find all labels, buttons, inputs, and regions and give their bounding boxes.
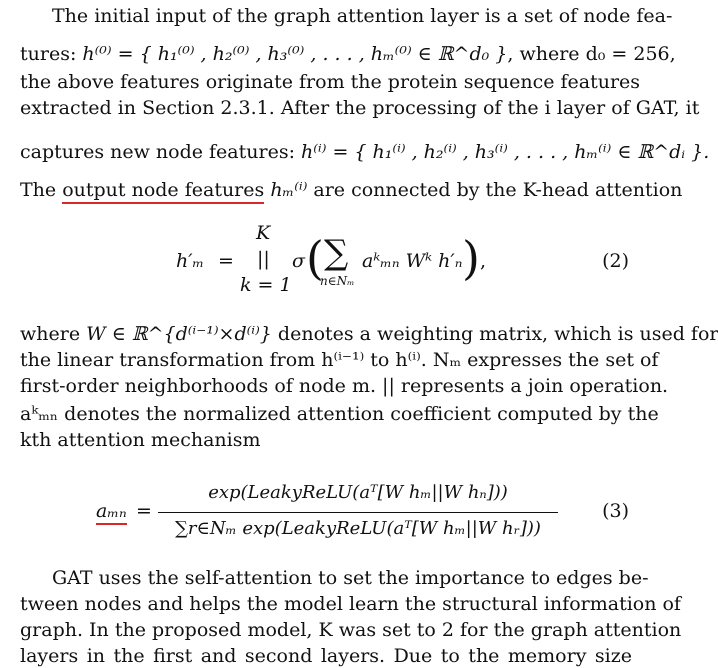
node-features-new-math: h⁽ⁱ⁾ = { h₁⁽ⁱ⁾ , h₂⁽ⁱ⁾ , h₃⁽ⁱ⁾ , . . . , hₘ⁽ⁱ⁾ ∈ ℝ^dᵢ }.: [301, 141, 710, 163]
eq3-equals: =: [136, 500, 152, 522]
paragraph1-line4: extracted in Section 2.3.1. After the processing of the i layer of GAT, it: [20, 97, 700, 119]
eq3-lhs: aₘₙ: [96, 500, 127, 525]
eq2-sum-sub: n∈Nₘ: [320, 274, 355, 288]
paragraph1-line1: The initial input of the graph attention layer is a set of node fea-: [52, 5, 673, 27]
eq2-concat-op: ||: [257, 248, 270, 270]
eq2-concat-top: K: [256, 222, 271, 244]
eq3-denominator: ∑r∈Nₘ exp(LeakyReLU(aᵀ[W hₘ||W hᵣ])): [175, 518, 541, 539]
paragraph1-line6: [20, 178, 683, 202]
eq2-sigma: σ: [292, 250, 305, 272]
p2-line1-prefix: where: [20, 323, 87, 345]
paragraph3-line2: tween nodes and helps the model learn the structural information of: [20, 593, 681, 615]
eq2-open-paren: (: [306, 231, 324, 285]
equation-3: [0, 478, 645, 554]
p2-line1-suffix: denotes a weighting matrix, which is used for: [271, 323, 718, 345]
line5-prefix: captures new node features:: [20, 141, 302, 163]
output-node-features-math: hₘ⁽ⁱ⁾: [270, 179, 308, 201]
paragraph1-line2: [20, 42, 676, 66]
eq3-number: (3): [602, 500, 629, 522]
eq3-fraction-bar: [158, 512, 558, 513]
paragraph1-line3: the above features originate from the protein sequence features: [20, 71, 641, 93]
line6-prefix: The: [20, 179, 63, 201]
eq2-body: aᵏₘₙ Wᵏ h′ₙ: [362, 250, 463, 272]
output-node-features-highlight: output node features: [62, 179, 264, 204]
eq2-close-paren: ): [462, 231, 480, 285]
paragraph2-line4: aᵏₘₙ denotes the normalized attention coefficient computed by the: [20, 403, 659, 425]
paragraph1-line5: [20, 140, 710, 164]
paragraph3-line3: graph. In the proposed model, K was set to 2 for the graph attention: [20, 619, 682, 641]
line6-suffix: are connected by the K-head attention: [307, 179, 683, 201]
paragraph3-line4: layers in the first and second layers. Due to the memory size: [20, 645, 632, 667]
paragraph2-line1: [20, 322, 718, 346]
paragraph3-line1: GAT uses the self-attention to set the importance to edges be-: [52, 567, 649, 589]
paragraph2-line3: first-order neighborhoods of node m. || represents a join operation.: [20, 375, 669, 397]
eq3-numerator: exp(LeakyReLU(aᵀ[W hₘ||W hₙ])): [208, 482, 508, 503]
eq2-equals: =: [218, 250, 234, 272]
equation-2: [0, 222, 645, 304]
eq2-lhs: h′ₘ: [176, 250, 205, 272]
paragraph2-line5: kth attention mechanism: [20, 429, 261, 451]
eq2-concat-bottom: k = 1: [240, 274, 292, 296]
paragraph2-line2: the linear transformation from h⁽ⁱ⁻¹⁾ to h⁽ⁱ⁾. Nₘ expresses the set of: [20, 349, 659, 371]
line2-prefix: tures:: [20, 43, 83, 65]
node-features-initial-math: h⁽⁰⁾ = { h₁⁽⁰⁾ , h₂⁽⁰⁾ , h₃⁽⁰⁾ , . . . , hₘ⁽⁰⁾ ∈ ℝ^d₀ }: [82, 43, 508, 65]
eq2-number: (2): [602, 250, 629, 272]
weight-matrix-math: W ∈ ℝ^{d⁽ⁱ⁻¹⁾×d⁽ⁱ⁾}: [86, 323, 272, 345]
line2-suffix: , where d₀ = 256,: [507, 43, 676, 65]
eq2-trail: ,: [480, 250, 487, 272]
eq3-fraction: [158, 478, 558, 550]
eq2-sum-symbol: ∑: [324, 233, 349, 273]
